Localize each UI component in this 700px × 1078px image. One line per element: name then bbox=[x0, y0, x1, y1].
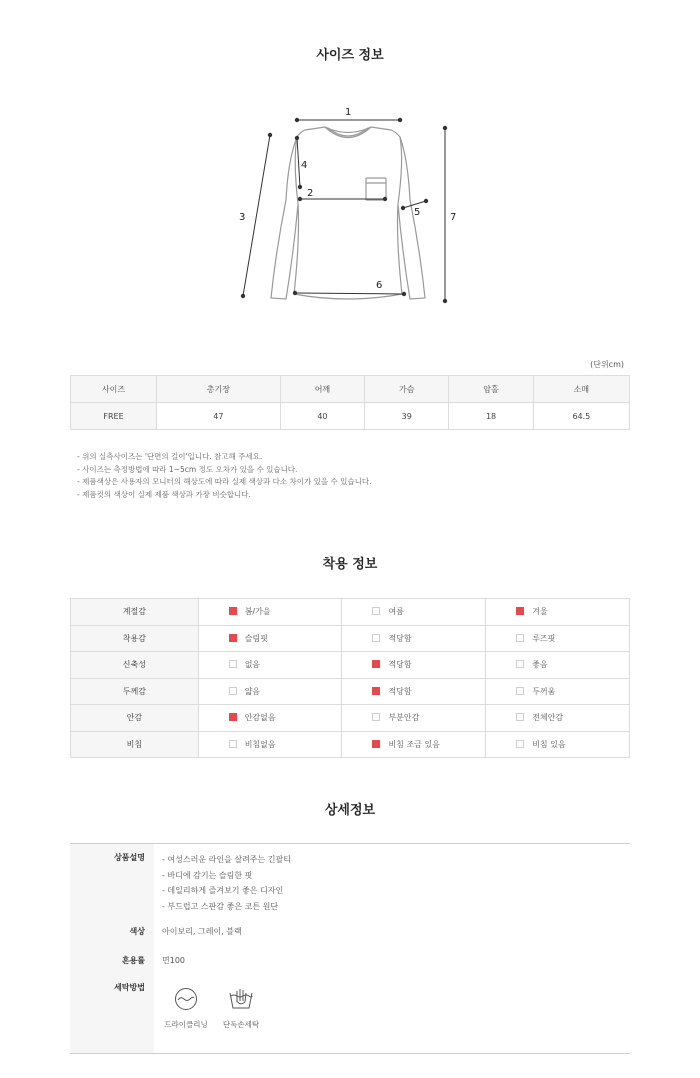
size-value: FREE bbox=[71, 403, 157, 430]
header-size: 사이즈 bbox=[71, 376, 157, 403]
checked-box-icon bbox=[229, 607, 237, 615]
header-chest: 가슴 bbox=[365, 376, 449, 403]
fit-row bbox=[71, 731, 630, 758]
fit-option bbox=[198, 705, 342, 732]
chest-value: 39 bbox=[365, 403, 449, 430]
fit-table bbox=[70, 598, 630, 758]
checked-box-icon bbox=[372, 660, 380, 668]
fit-option-label: 봄/가을 bbox=[244, 607, 271, 617]
checked-box-icon bbox=[372, 687, 380, 695]
unit-label: (단위cm) bbox=[590, 360, 624, 369]
fit-option-label: 안감없음 bbox=[244, 713, 276, 723]
fit-option bbox=[198, 625, 342, 652]
material-label: 혼용률 bbox=[121, 956, 145, 965]
description-lines bbox=[162, 852, 291, 914]
label-2: 2 bbox=[307, 188, 314, 199]
fit-option-label: 비침 있음 bbox=[532, 739, 566, 749]
fit-row-label: 안감 bbox=[71, 705, 199, 732]
fit-option bbox=[486, 678, 630, 705]
fit-info-title: 착용 정보 bbox=[322, 557, 378, 572]
description-line: - 데일리하게 즐겨보기 좋은 디자인 bbox=[162, 886, 284, 895]
armhole-value: 18 bbox=[449, 403, 533, 430]
care-item-hand-wash bbox=[211, 987, 271, 1030]
note-item: - 제품색상은 사용자의 모니터의 해상도에 따라 실제 색상과 다소 차이가 있을 수 있습니다. bbox=[77, 477, 372, 486]
label-7: 7 bbox=[450, 212, 457, 223]
fit-row bbox=[71, 599, 630, 626]
fit-option bbox=[198, 678, 342, 705]
fit-row bbox=[71, 705, 630, 732]
checked-box-icon bbox=[372, 740, 380, 748]
fit-option-label: 슬림핏 bbox=[244, 633, 268, 643]
fit-option-label: 전체안감 bbox=[532, 713, 564, 723]
unchecked-box-icon bbox=[516, 660, 524, 668]
description-line: - 여성스러운 라인을 살려주는 긴팔티 bbox=[162, 855, 291, 864]
description-line: - 바디에 감기는 슬림한 핏 bbox=[162, 870, 253, 880]
checked-box-icon bbox=[229, 634, 237, 642]
fit-option bbox=[486, 731, 630, 758]
label-6: 6 bbox=[376, 280, 383, 291]
fit-option-label: 두꺼움 bbox=[532, 686, 556, 696]
note-item: - 위의 실측사이즈는 '단면의 길이'입니다. 참고해 주세요. bbox=[77, 452, 263, 461]
shirt-outline bbox=[271, 127, 425, 299]
fit-option bbox=[486, 625, 630, 652]
fit-row bbox=[71, 625, 630, 652]
fit-option-label: 적당함 bbox=[388, 686, 412, 696]
note-item: - 제품컷의 색상이 실제 제품 색상과 가장 비슷합니다. bbox=[77, 489, 251, 499]
size-info-title: 사이즈 정보 bbox=[316, 48, 384, 63]
fit-option bbox=[486, 599, 630, 626]
unchecked-box-icon bbox=[229, 660, 237, 668]
note-item: - 사이즈는 측정방법에 따라 1~5cm 정도 오차가 있을 수 있습니다. bbox=[77, 464, 298, 474]
hand-wash-icon bbox=[228, 987, 254, 1011]
fit-option bbox=[342, 625, 486, 652]
fit-row bbox=[71, 652, 630, 679]
care-label: 세탁방법 bbox=[114, 983, 145, 992]
fit-row-label: 두께감 bbox=[71, 678, 199, 705]
label-1: 1 bbox=[345, 107, 352, 118]
header-sleeve: 소매 bbox=[533, 376, 629, 403]
fit-option-label: 여름 bbox=[388, 607, 404, 617]
fit-option bbox=[198, 731, 342, 758]
header-shoulder: 어깨 bbox=[280, 376, 364, 403]
dry-clean-icon bbox=[174, 987, 198, 1011]
fit-option-label: 좋음 bbox=[532, 660, 548, 670]
fit-option bbox=[342, 705, 486, 732]
fit-option-label: 겨울 bbox=[532, 607, 548, 617]
label-3: 3 bbox=[239, 212, 246, 223]
fit-option bbox=[198, 652, 342, 679]
fit-option-label: 얇음 bbox=[244, 686, 261, 696]
care-label-dry-clean: 드라이클리닝 bbox=[164, 1020, 208, 1029]
sleeve-value: 64.5 bbox=[533, 403, 629, 430]
unchecked-box-icon bbox=[516, 740, 524, 748]
unchecked-box-icon bbox=[229, 687, 237, 695]
fit-option bbox=[342, 599, 486, 626]
description-label: 상품설명 bbox=[114, 853, 145, 862]
fit-row-label: 계절감 bbox=[71, 599, 199, 626]
fit-option bbox=[342, 731, 486, 758]
detail-label-column bbox=[70, 844, 154, 1053]
detail-table bbox=[70, 843, 630, 1054]
fit-option-label: 비침 조금 있음 bbox=[388, 739, 440, 749]
fit-option-label: 비침없음 bbox=[244, 739, 276, 749]
color-value: 아이보리, 그레이, 블랙 bbox=[162, 927, 242, 936]
fit-option-label: 적당함 bbox=[388, 633, 412, 643]
fit-option bbox=[342, 678, 486, 705]
size-diagram bbox=[230, 100, 470, 315]
fit-option-label: 루즈핏 bbox=[532, 633, 556, 643]
table-row bbox=[71, 403, 630, 430]
size-table bbox=[70, 375, 630, 430]
unchecked-box-icon bbox=[229, 740, 237, 748]
unchecked-box-icon bbox=[516, 687, 524, 695]
unchecked-box-icon bbox=[372, 634, 380, 642]
care-label-hand-wash: 단독손세탁 bbox=[222, 1020, 260, 1029]
label-5: 5 bbox=[414, 207, 421, 218]
care-item-dry-clean bbox=[156, 987, 216, 1030]
header-total-length: 총기장 bbox=[157, 376, 281, 403]
fit-option-label: 없음 bbox=[244, 660, 261, 670]
shoulder-value: 40 bbox=[280, 403, 364, 430]
fit-option-label: 부분안감 bbox=[388, 713, 420, 723]
fit-option bbox=[486, 652, 630, 679]
unchecked-box-icon bbox=[372, 713, 380, 721]
fit-row-label: 비침 bbox=[71, 731, 199, 758]
fit-option bbox=[198, 599, 342, 626]
fit-option bbox=[486, 705, 630, 732]
unchecked-box-icon bbox=[372, 607, 380, 615]
label-4: 4 bbox=[301, 160, 308, 171]
description-line: - 부드럽고 스판감 좋은 코튼 원단 bbox=[162, 901, 279, 911]
detail-info-title: 상세정보 bbox=[324, 803, 376, 818]
unchecked-box-icon bbox=[516, 713, 524, 721]
size-notes bbox=[77, 451, 372, 501]
checked-box-icon bbox=[516, 607, 524, 615]
fit-option-label: 적당함 bbox=[388, 660, 412, 670]
fit-option bbox=[342, 652, 486, 679]
fit-row-label: 착용감 bbox=[71, 625, 199, 652]
fit-row-label: 신축성 bbox=[71, 652, 199, 679]
checked-box-icon bbox=[229, 713, 237, 721]
size-table-header-row bbox=[71, 376, 630, 403]
header-armhole: 암홀 bbox=[449, 376, 533, 403]
total-length-value: 47 bbox=[157, 403, 281, 430]
color-label: 색상 bbox=[129, 927, 145, 936]
shirt-measurement-illustration bbox=[230, 100, 470, 315]
unchecked-box-icon bbox=[516, 634, 524, 642]
material-value: 면100 bbox=[162, 956, 185, 965]
fit-row bbox=[71, 678, 630, 705]
